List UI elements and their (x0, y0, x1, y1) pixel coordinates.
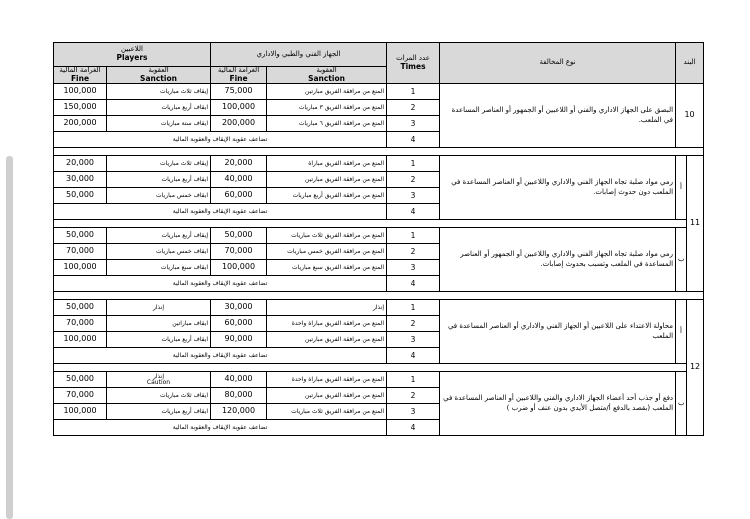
violation-header: نوع المخالفة (440, 43, 676, 84)
table-row: 70,000 ايقاف خمس مباريات 70,000 المنع من مرافقة الفريق خمس مباريات 2 (54, 244, 704, 260)
table-row: 150,000 ايقاف أربع مباريات 100,000 المنع من مرافقة الفريق ٣ مباريات 2 (54, 100, 704, 116)
table-row: تضاعف عقوبة الإيقاف والعقوبة المالية 4 (54, 276, 704, 292)
table-row: 50,000 ايقاف خمس مباريات 60,000 المنع من مرافقة الفريق أربع مباريات 3 (54, 188, 704, 204)
table-row: 200,000 ايقاف ستة مباريات 200,000 المنع من مرافقة الفريق ٦ مباريات 3 (54, 116, 704, 132)
clause-header: البند (676, 43, 704, 84)
table-row: 30,000 ايقاف أربع مباريات 40,000 المنع من مرافقة الفريق مبارتين 2 (54, 172, 704, 188)
violation-cell: البصق على الجهاز الاداري والفني أو اللاعبين أو الجمهور أو العناصر المساعدة في الملعب. (440, 84, 676, 148)
table-row: 50,000 إنذار 30,000 إنذار 1 محاولة الاعتداء على اللاعبين أو الجهاز الفني والاداري أو العناصر المساعدة في الملعب أ 12 (54, 300, 704, 316)
sub-clause: أ (676, 156, 687, 220)
table-row: 100,000 إيقاف ثلاث مباريات 75,000 المنع من مرافقة الفريق مبارتين 1 البصق على الجهاز الاداري والفني أو اللاعبين أو الجمهور أو العناصر المساعدة في الملعب. 10 (54, 84, 704, 100)
table-row: تضاعف عقوبة الإيقاف والعقوبة المالية 4 (54, 420, 704, 436)
clause-number: 10 (676, 84, 704, 148)
double-note: تضاعف عقوبة الإيقاف والعقوبة المالية (54, 276, 387, 292)
violation-cell: رمي مواد صلبة تجاه الجهاز الفني والاداري واللاعبين أو الجمهور أو العناصر المساعدة في الملعب وتسبب بحدوث إصابات. (440, 228, 676, 292)
staff-sanction-header: العقوبة Sanction (267, 67, 387, 84)
table-row: 50,000 إنذار Caution 40,000 المنع من مرافقة الفريق مباراة واحدة 1 دفع أو جذب أحد أعضاء الجهاز الاداري والفني واللاعبين أو العناصر المساعدة في الملعب (بقصد بالدفع أ/متصل الأيدي بدون عنف أو ضرب ) ب (54, 372, 704, 388)
double-note: تضاعف عقوبة الإيقاف والعقوبة المالية (54, 204, 387, 220)
times-header: عدد المرات Times (387, 43, 440, 84)
violation-cell: رمي مواد صلبة تجاه الجهاز الفني والاداري واللاعبين أو العناصر المساعدة في الملعب دون حدوث إصابات. (440, 156, 676, 220)
sub-clause: ب (676, 372, 687, 436)
table-row: 20,000 إيقاف ثلاث مباريات 20,000 المنع من مرافقة الفريق مباراة 1 رمي مواد صلبة تجاه الجهاز الفني والاداري واللاعبين أو العناصر المساعدة في الملعب دون حدوث إصابات. أ 11 (54, 156, 704, 172)
players-header: اللاعبين Players (54, 43, 211, 67)
staff-fine-header: الغرامة المالية Fine (211, 67, 267, 84)
player-sanction-header: العقوبة Sanction (107, 67, 211, 84)
header-row-top (54, 43, 704, 67)
sub-clause: ب (676, 228, 687, 292)
table-row: 100,000 ايقاف أربع مباريات 120,000 المنع من مرافقة الفريق ثلاث مباريات 3 (54, 404, 704, 420)
staff-header: الجهاز الفني والطبي والاداري (211, 43, 387, 67)
table-row: 70,000 ايقاف ثلاث مباريات 80,000 المنع من مرافقة الفريق مبارتين 2 (54, 388, 704, 404)
table-row: 70,000 ايقاف مباراتين 60,000 المنع من مرافقة الفريق مباراة واحدة 2 (54, 316, 704, 332)
double-note: تضاعف عقوبة الإيقاف والعقوبة المالية (54, 348, 387, 364)
table-row: تضاعف عقوبة الإيقاف والعقوبة المالية 4 (54, 348, 704, 364)
violation-cell: محاولة الاعتداء على اللاعبين أو الجهاز الفني والاداري أو العناصر المساعدة في الملعب (440, 300, 676, 364)
table-row: 100,000 ايقاف سبع مباريات 100,000 المنع من مرافقة الفريق سبع مباريات 3 (54, 260, 704, 276)
violation-cell: دفع أو جذب أحد أعضاء الجهاز الاداري والفني واللاعبين أو العناصر المساعدة في الملعب (بقصد بالدفع أ/متصل الأيدي بدون عنف أو ضرب ) (440, 372, 676, 436)
page-scrollbar[interactable] (6, 156, 13, 519)
clause-number: 11 (687, 156, 704, 292)
table-row: 50,000 إيقاف أربع مباريات 50,000 المنع من مرافقة الفريق ثلاث مباريات 1 رمي مواد صلبة تجاه الجهاز الفني والاداري واللاعبين أو الجمهور أو العناصر المساعدة في الملعب وتسبب بحدوث إصابات. ب (54, 228, 704, 244)
sub-clause: أ (676, 300, 687, 364)
table-row: 100,000 ايقاف أربع مباريات 90,000 المنع من مرافقة الفريق مبارتين 3 (54, 332, 704, 348)
double-note: تضاعف عقوبة الإيقاف والعقوبة المالية (54, 132, 387, 148)
clause-number: 12 (687, 300, 704, 436)
table-row: تضاعف عقوبة الإيقاف والعقوبة المالية 4 (54, 132, 704, 148)
player-fine-header: الغرامة المالية Fine (54, 67, 107, 84)
double-note: تضاعف عقوبة الإيقاف والعقوبة المالية (54, 420, 387, 436)
table-row: تضاعف عقوبة الإيقاف والعقوبة المالية 4 (54, 204, 704, 220)
sanctions-table (53, 42, 704, 436)
